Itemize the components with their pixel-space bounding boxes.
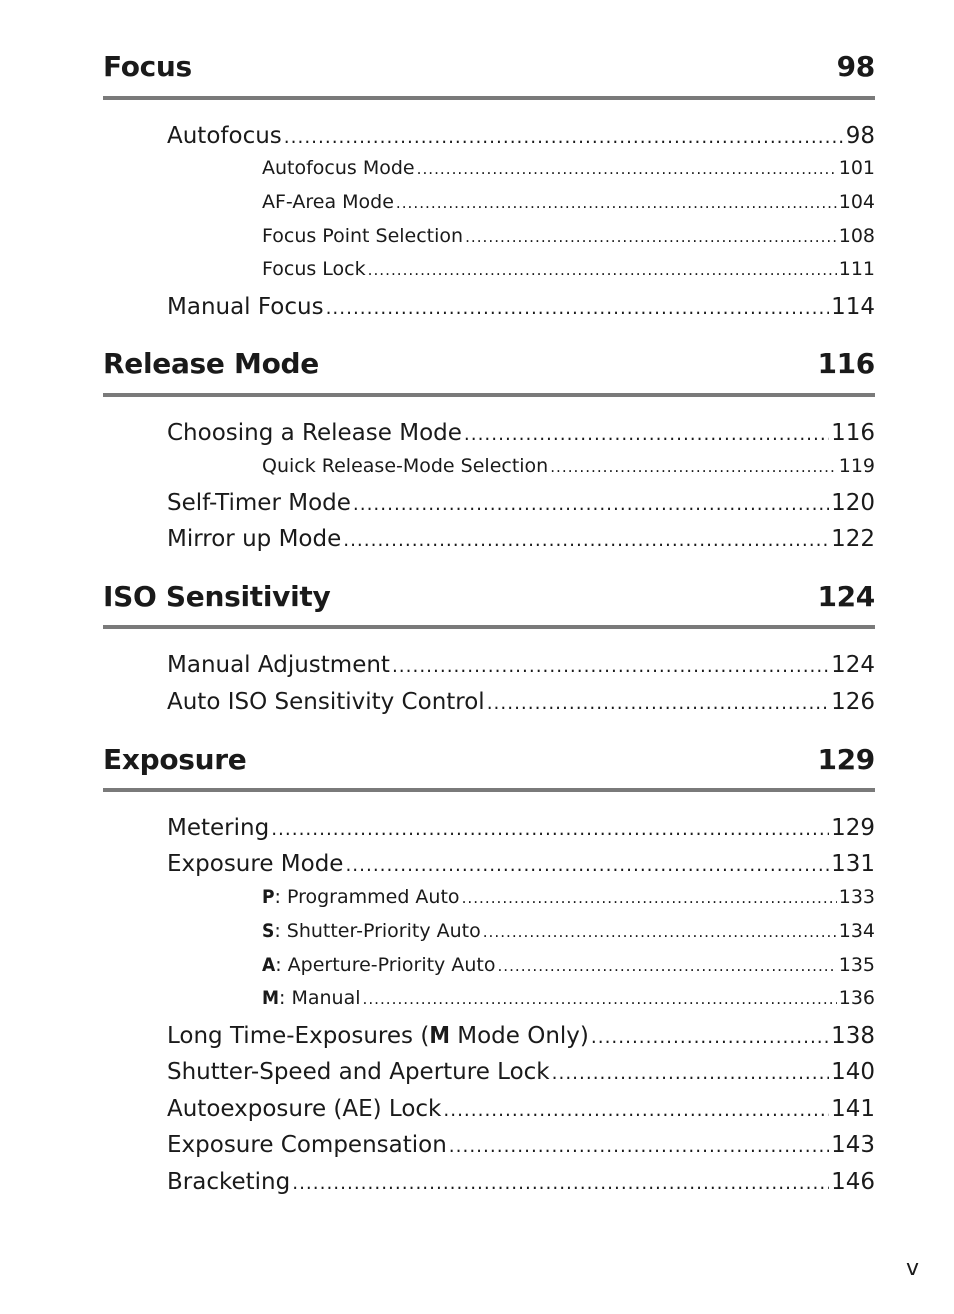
section-divider <box>103 625 875 629</box>
toc-entry-autofocus-mode[interactable] <box>262 155 875 181</box>
entry-page-number: 114 <box>831 294 875 320</box>
toc-entry-mirror-up-mode[interactable] <box>167 524 875 554</box>
toc-entry-self-timer-mode[interactable] <box>167 488 875 518</box>
dot-leader <box>284 123 844 153</box>
dot-leader <box>345 851 829 881</box>
page-folio: v <box>906 1256 920 1281</box>
section-title: Release Mode <box>103 347 319 380</box>
entry-page-number: 129 <box>831 815 875 841</box>
dot-leader <box>550 454 837 480</box>
entry-label: Exposure Mode <box>167 851 344 877</box>
dot-leader <box>497 953 836 979</box>
section-heading-iso-sensitivity <box>103 577 875 617</box>
entry-label: AF-Area Mode <box>262 191 394 213</box>
entry-page-number: 111 <box>838 258 875 280</box>
entry-label-text: : Aperture-Priority Auto <box>275 954 496 976</box>
dot-leader <box>271 815 829 845</box>
toc-entry-af-area-mode[interactable] <box>262 189 875 215</box>
entry-label <box>262 884 460 910</box>
entry-label: Auto ISO Sensitivity Control <box>167 689 485 715</box>
mode-letter-m: M <box>262 987 280 1009</box>
toc-entry-metering[interactable] <box>167 813 875 843</box>
toc-entry-choosing-release-mode[interactable] <box>167 418 875 448</box>
dot-leader <box>487 689 829 719</box>
entry-label <box>262 952 495 978</box>
entry-label: Autofocus Mode <box>262 157 415 179</box>
dot-leader <box>443 1096 829 1126</box>
entry-page-number: 133 <box>838 886 875 908</box>
entry-page-number: 140 <box>831 1059 875 1085</box>
dot-leader <box>591 1023 829 1053</box>
entry-label <box>167 1021 589 1051</box>
entry-page-number: 120 <box>831 490 875 516</box>
toc-entry-programmed-auto[interactable] <box>262 884 875 910</box>
entry-label: Autoexposure (AE) Lock <box>167 1096 442 1122</box>
dot-leader <box>392 652 829 682</box>
entry-page-number: 101 <box>838 157 875 179</box>
dot-leader <box>464 420 829 450</box>
entry-page-number: 126 <box>831 689 875 715</box>
toc-entry-quick-release-mode-selection[interactable] <box>262 453 875 479</box>
dot-leader <box>417 156 837 182</box>
entry-label: Manual Adjustment <box>167 652 390 678</box>
toc-entry-long-time-exposures[interactable] <box>167 1021 875 1051</box>
entry-page-number: 135 <box>838 954 875 976</box>
toc-entry-focus-point-selection[interactable] <box>262 223 875 249</box>
entry-page-number: 108 <box>838 225 875 247</box>
entry-label: Choosing a Release Mode <box>167 420 462 446</box>
section-heading-release-mode <box>103 344 875 384</box>
mode-letter-s: S <box>262 920 275 942</box>
toc-entry-autofocus[interactable] <box>167 121 875 151</box>
section-heading-focus <box>103 47 875 87</box>
entry-page-number: 98 <box>845 123 875 149</box>
entry-label-text: : Manual <box>279 987 361 1009</box>
entry-label <box>262 985 361 1011</box>
dot-leader <box>483 919 837 945</box>
entry-page-number: 119 <box>838 455 875 477</box>
entry-page-number: 131 <box>831 851 875 877</box>
dot-leader <box>465 224 837 250</box>
toc-entry-shutter-priority-auto[interactable] <box>262 918 875 944</box>
section-page-number: 129 <box>817 743 875 776</box>
toc-entry-autoexposure-lock[interactable] <box>167 1094 875 1124</box>
mode-letter-a: A <box>262 954 276 976</box>
entry-page-number: 134 <box>838 920 875 942</box>
entry-label: Manual Focus <box>167 294 324 320</box>
entry-page-number: 146 <box>831 1169 875 1195</box>
entry-page-number: 141 <box>831 1096 875 1122</box>
toc-entry-aperture-priority-auto[interactable] <box>262 952 875 978</box>
section-divider <box>103 393 875 397</box>
entry-page-number: 136 <box>838 987 875 1009</box>
entry-label: Quick Release-Mode Selection <box>262 455 549 477</box>
entry-page-number: 116 <box>831 420 875 446</box>
toc-entry-bracketing[interactable] <box>167 1167 875 1197</box>
entry-page-number: 122 <box>831 526 875 552</box>
toc-entry-auto-iso-sensitivity-control[interactable] <box>167 687 875 717</box>
entry-label: Shutter-Speed and Aperture Lock <box>167 1059 550 1085</box>
section-page-number: 98 <box>836 50 875 83</box>
section-heading-exposure <box>103 740 875 780</box>
entry-label: Focus Lock <box>262 258 366 280</box>
entry-page-number: 143 <box>831 1132 875 1158</box>
dot-leader <box>368 257 837 283</box>
dot-leader <box>292 1169 829 1199</box>
mode-letter-p: P <box>262 886 275 908</box>
dot-leader <box>353 490 829 520</box>
entry-label: Autofocus <box>167 123 282 149</box>
section-page-number: 116 <box>817 347 875 380</box>
toc-entry-shutter-speed-aperture-lock[interactable] <box>167 1057 875 1087</box>
mode-letter-m: M <box>429 1023 450 1049</box>
entry-label-text: : Shutter-Priority Auto <box>274 920 481 942</box>
dot-leader <box>462 885 837 911</box>
entry-label-text: : Programmed Auto <box>274 886 460 908</box>
entry-label-text: Mode Only) <box>449 1023 589 1049</box>
entry-page-number: 124 <box>831 652 875 678</box>
dot-leader <box>343 526 829 556</box>
entry-label: Focus Point Selection <box>262 225 464 247</box>
toc-entry-manual-adjustment[interactable] <box>167 650 875 680</box>
dot-leader <box>326 294 830 324</box>
dot-leader <box>449 1132 829 1162</box>
dot-leader <box>363 986 837 1012</box>
section-page-number: 124 <box>817 580 875 613</box>
toc-entry-manual-focus[interactable] <box>167 292 875 322</box>
toc-entry-exposure-mode[interactable] <box>167 849 875 879</box>
toc-entry-focus-lock[interactable] <box>262 256 875 282</box>
section-divider <box>103 788 875 792</box>
entry-page-number: 138 <box>831 1023 875 1049</box>
entry-label: Exposure Compensation <box>167 1132 447 1158</box>
entry-page-number: 104 <box>838 191 875 213</box>
entry-label: Metering <box>167 815 270 841</box>
entry-label <box>262 918 481 944</box>
entry-label: Mirror up Mode <box>167 526 342 552</box>
section-divider <box>103 96 875 100</box>
toc-entry-manual[interactable] <box>262 985 875 1011</box>
toc-entry-exposure-compensation[interactable] <box>167 1130 875 1160</box>
dot-leader <box>552 1059 829 1089</box>
entry-label: Self-Timer Mode <box>167 490 351 516</box>
section-title: ISO Sensitivity <box>103 580 331 613</box>
dot-leader <box>396 190 837 216</box>
entry-label-text: Long Time-Exposures ( <box>167 1023 430 1049</box>
section-title: Exposure <box>103 743 247 776</box>
section-title: Focus <box>103 50 192 83</box>
entry-label: Bracketing <box>167 1169 291 1195</box>
